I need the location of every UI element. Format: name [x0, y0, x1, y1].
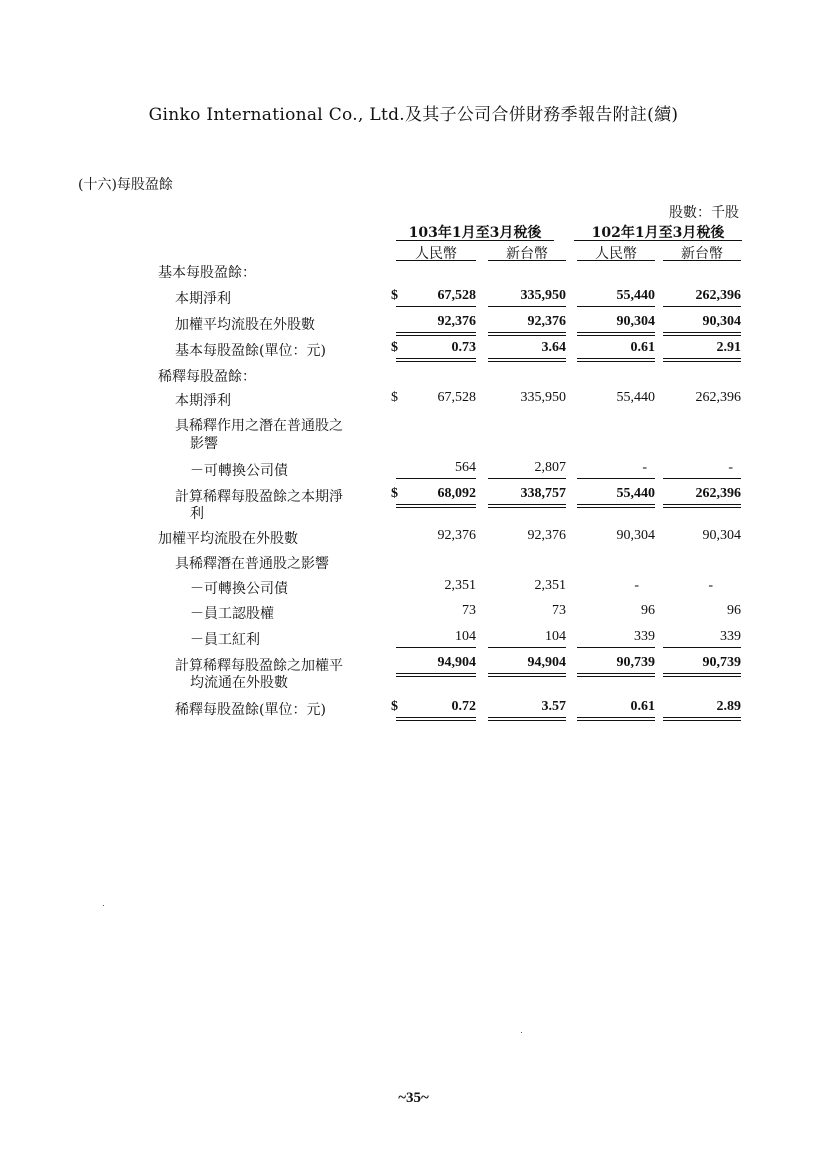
cell-weighted-shares-ntd-2013: 90,304: [702, 528, 741, 543]
double-rule: [396, 332, 476, 336]
cell-diluted-eps-ntd-2013: 2.89: [716, 699, 741, 714]
currency-header-rmb-2014: 人民幣: [415, 246, 457, 262]
dollar-sign: $: [391, 486, 398, 501]
row-label-diluted-net-income: 本期淨利: [175, 393, 231, 409]
period-underline-2013: [574, 240, 742, 241]
cell-cb-shares-rmb-2013: -: [634, 578, 639, 593]
double-rule: [663, 504, 741, 508]
cell-diluted-shares-rmb-2013: 90,739: [616, 655, 655, 670]
double-rule: [488, 673, 566, 677]
double-rule: [577, 358, 655, 362]
cell-basic-net-income-ntd-2014: 335,950: [520, 288, 566, 303]
cell-basic-eps-ntd-2013: 2.91: [716, 340, 741, 355]
cell-cb-income-rmb-2014: 564: [455, 460, 476, 475]
cell-bonus-ntd-2013: 339: [720, 629, 741, 644]
currency-header-rmb-2013: 人民幣: [595, 246, 637, 262]
row-label-basic-weighted-shares: 加權平均流股在外股數: [175, 317, 315, 333]
cell-cb-income-ntd-2014: 2,807: [534, 460, 566, 475]
cell-diluted-eps-ntd-2014: 3.57: [541, 699, 566, 714]
row-label-convertible-bonds-shares: －可轉換公司債: [190, 581, 288, 597]
currency-header-ntd-2014: 新台幣: [506, 246, 548, 262]
currency-underline: [396, 260, 476, 261]
cell-options-ntd-2014: 73: [552, 603, 566, 618]
cell-cb-income-ntd-2013: -: [728, 460, 733, 475]
section-title: (十六)每股盈餘: [78, 177, 173, 193]
cell-basic-eps-ntd-2014: 3.64: [541, 340, 566, 355]
row-label-diluted-eps: 稀釋每股盈餘(單位：元): [175, 702, 326, 718]
period-header-2013: 102年1月至3月稅後: [591, 225, 725, 241]
currency-underline: [577, 260, 655, 261]
cell-options-ntd-2013: 96: [727, 603, 741, 618]
cell-basic-shares-ntd-2014: 92,376: [527, 314, 566, 329]
rule: [577, 478, 655, 479]
dollar-sign: $: [391, 390, 398, 405]
scan-speck: [103, 905, 104, 906]
row-label-diluted-income-cont: 利: [190, 506, 204, 522]
cell-diluted-net-income-ntd-2014: 335,950: [520, 390, 566, 405]
cell-cb-shares-ntd-2014: 2,351: [534, 578, 566, 593]
cell-basic-net-income-ntd-2013: 262,396: [695, 288, 741, 303]
cell-cb-income-rmb-2013: -: [642, 460, 647, 475]
cell-diluted-shares-rmb-2014: 94,904: [437, 655, 476, 670]
row-label-employee-options: －員工認股權: [190, 606, 274, 622]
cell-diluted-net-income-rmb-2014: 67,528: [437, 390, 476, 405]
period-underline-2014: [396, 240, 554, 241]
cell-diluted-income-rmb-2013: 55,440: [616, 486, 655, 501]
row-label-dilutive-effect-cont: 影響: [190, 436, 218, 452]
double-rule: [663, 673, 741, 677]
double-rule: [488, 332, 566, 336]
double-rule: [488, 358, 566, 362]
currency-header-ntd-2013: 新台幣: [681, 246, 723, 262]
double-rule: [577, 332, 655, 336]
cell-diluted-income-rmb-2014: 68,092: [437, 486, 476, 501]
dollar-sign: $: [391, 699, 398, 714]
rule: [488, 478, 566, 479]
double-rule: [396, 717, 476, 721]
rule: [577, 647, 655, 648]
double-rule: [488, 504, 566, 508]
scan-speck: [521, 1032, 522, 1033]
rule: [663, 647, 741, 648]
cell-diluted-income-ntd-2013: 262,396: [695, 486, 741, 501]
diluted-eps-heading: 稀釋每股盈餘：: [158, 369, 256, 385]
cell-diluted-net-income-rmb-2013: 55,440: [616, 390, 655, 405]
double-rule: [663, 358, 741, 362]
double-rule: [396, 504, 476, 508]
rule: [396, 478, 476, 479]
rule: [488, 647, 566, 648]
double-rule: [577, 717, 655, 721]
cell-bonus-rmb-2014: 104: [455, 629, 476, 644]
cell-diluted-eps-rmb-2013: 0.61: [630, 699, 655, 714]
cell-basic-shares-ntd-2013: 90,304: [702, 314, 741, 329]
page-number: ~35~: [398, 1090, 429, 1106]
rule: [488, 306, 566, 307]
unit-note: 股數：千股: [669, 205, 739, 221]
cell-basic-eps-rmb-2013: 0.61: [630, 340, 655, 355]
basic-eps-heading: 基本每股盈餘：: [158, 265, 256, 281]
cell-diluted-eps-rmb-2014: 0.72: [451, 699, 476, 714]
cell-basic-net-income-rmb-2013: 55,440: [616, 288, 655, 303]
rule: [577, 306, 655, 307]
double-rule: [577, 504, 655, 508]
cell-diluted-income-ntd-2014: 338,757: [520, 486, 566, 501]
row-label-diluted-income: 計算稀釋每股盈餘之本期淨: [175, 489, 343, 505]
rule: [396, 306, 476, 307]
cell-diluted-shares-ntd-2014: 94,904: [527, 655, 566, 670]
cell-diluted-net-income-ntd-2013: 262,396: [695, 390, 741, 405]
cell-cb-shares-ntd-2013: -: [708, 578, 713, 593]
dollar-sign: $: [391, 288, 398, 303]
rule: [396, 647, 476, 648]
row-label-weighted-shares: 加權平均流股在外股數: [158, 531, 298, 547]
row-label-dilutive-shares: 具稀釋潛在普通股之影響: [175, 556, 329, 572]
cell-cb-shares-rmb-2014: 2,351: [444, 578, 476, 593]
rule: [663, 306, 741, 307]
cell-bonus-rmb-2013: 339: [634, 629, 655, 644]
cell-options-rmb-2013: 96: [641, 603, 655, 618]
double-rule: [663, 332, 741, 336]
double-rule: [396, 358, 476, 362]
row-label-diluted-weighted-shares: 計算稀釋每股盈餘之加權平: [175, 658, 343, 674]
row-label-diluted-weighted-shares-cont: 均流通在外股數: [190, 675, 288, 691]
row-label-employee-bonus: －員工紅利: [190, 632, 260, 648]
row-label-dilutive-effect: 具稀釋作用之潛在普通股之: [175, 418, 343, 434]
row-label-convertible-bonds-income: －可轉換公司債: [190, 463, 288, 479]
period-header-2014: 103年1月至3月稅後: [408, 225, 542, 241]
dollar-sign: $: [391, 340, 398, 355]
cell-diluted-shares-ntd-2013: 90,739: [702, 655, 741, 670]
cell-bonus-ntd-2014: 104: [545, 629, 566, 644]
cell-weighted-shares-ntd-2014: 92,376: [527, 528, 566, 543]
double-rule: [577, 673, 655, 677]
rule: [663, 478, 741, 479]
cell-basic-eps-rmb-2014: 0.73: [451, 340, 476, 355]
cell-basic-shares-rmb-2014: 92,376: [437, 314, 476, 329]
double-rule: [396, 673, 476, 677]
cell-weighted-shares-rmb-2013: 90,304: [616, 528, 655, 543]
page-header: Ginko International Co., Ltd.及其子公司合併財務季報告附註(續): [148, 105, 679, 125]
currency-underline: [663, 260, 741, 261]
row-label-basic-net-income: 本期淨利: [175, 291, 231, 307]
double-rule: [663, 717, 741, 721]
cell-options-rmb-2014: 73: [462, 603, 476, 618]
cell-basic-net-income-rmb-2014: 67,528: [437, 288, 476, 303]
currency-underline: [488, 260, 566, 261]
cell-weighted-shares-rmb-2014: 92,376: [437, 528, 476, 543]
double-rule: [488, 717, 566, 721]
cell-basic-shares-rmb-2013: 90,304: [616, 314, 655, 329]
row-label-basic-eps: 基本每股盈餘(單位：元): [175, 343, 326, 359]
